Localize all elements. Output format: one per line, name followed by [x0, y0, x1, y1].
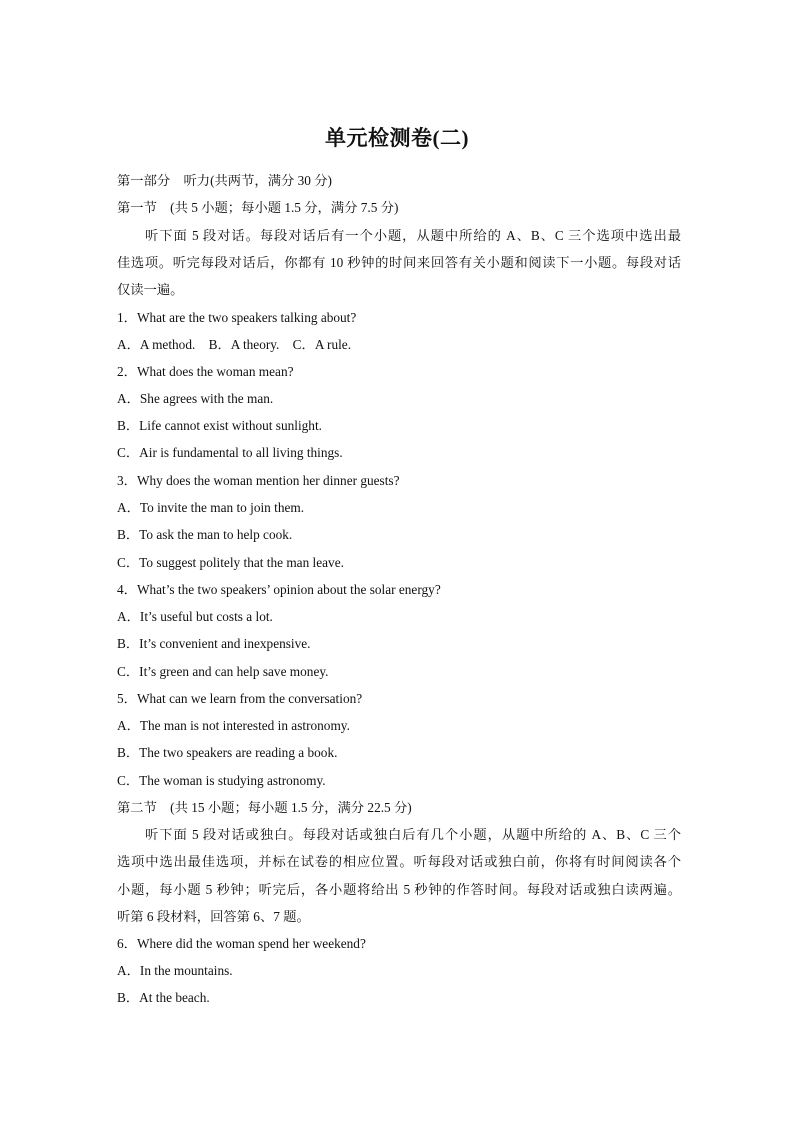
answer-option: C．It’s green and can help save money.: [117, 664, 329, 679]
answer-option: C．The woman is studying astronomy.: [117, 773, 326, 788]
question-stem: 4．What’s the two speakers’ opinion about the solar energy?: [117, 582, 441, 597]
answer-option: A．It’s useful but costs a lot.: [117, 609, 273, 624]
answer-option: C．To suggest politely that the man leave.: [117, 555, 344, 570]
question-stem: 3．Why does the woman mention her dinner guests?: [117, 473, 400, 488]
answer-option: A．A method. B．A theory. C．A rule.: [117, 337, 352, 352]
answer-option: A．In the mountains.: [117, 963, 233, 978]
section1-heading: 第一节 (共 5 小题；每小题 1.5 分，满分 7.5 分): [117, 200, 399, 215]
answer-option: B．It’s convenient and inexpensive.: [117, 636, 311, 651]
section2-instruction-line: 小题，每小题 5 秒钟；听完后，各小题将给出 5 秒钟的作答时间。每段对话或独白读两遍。: [117, 882, 681, 897]
answer-option: A．She agrees with the man.: [117, 391, 274, 406]
part1-heading: 第一部分 听力(共两节，满分 30 分): [117, 173, 332, 188]
section1-instruction-line: 佳选项。听完每段对话后，你都有 10 秒钟的时间来回答有关小题和阅读下一小题。每段对话: [117, 255, 681, 270]
answer-option: A．To invite the man to join them.: [117, 500, 305, 515]
answer-option: B．At the beach.: [117, 990, 210, 1005]
section1-instruction-line: 听下面 5 段对话。每段对话后有一个小题，从题中所给的 A、B、C 三个选项中选出最: [145, 228, 681, 243]
answer-option: B．Life cannot exist without sunlight.: [117, 418, 322, 433]
section2-heading: 第二节 (共 15 小题；每小题 1.5 分，满分 22.5 分): [117, 800, 412, 815]
material-note: 听第 6 段材料，回答第 6、7 题。: [117, 909, 310, 924]
question-stem: 6．Where did the woman spend her weekend?: [117, 936, 366, 951]
section1-instruction-line: 仅读一遍。: [117, 282, 184, 297]
answer-option: B．To ask the man to help cook.: [117, 527, 293, 542]
question-stem: 2．What does the woman mean?: [117, 364, 294, 379]
section2-instruction-line: 听下面 5 段对话或独白。每段对话或独白后有几个小题，从题中所给的 A、B、C 三个: [145, 827, 681, 842]
page-title: 单元检测卷(二): [325, 126, 469, 150]
question-stem: 1．What are the two speakers talking about?: [117, 310, 357, 325]
answer-option: A．The man is not interested in astronomy.: [117, 718, 350, 733]
section2-instruction-line: 选项中选出最佳选项，并标在试卷的相应位置。听每段对话或独白前，你将有时间阅读各个: [117, 854, 681, 869]
question-stem: 5．What can we learn from the conversation?: [117, 691, 363, 706]
answer-option: C．Air is fundamental to all living things.: [117, 445, 343, 460]
answer-option: B．The two speakers are reading a book.: [117, 745, 338, 760]
